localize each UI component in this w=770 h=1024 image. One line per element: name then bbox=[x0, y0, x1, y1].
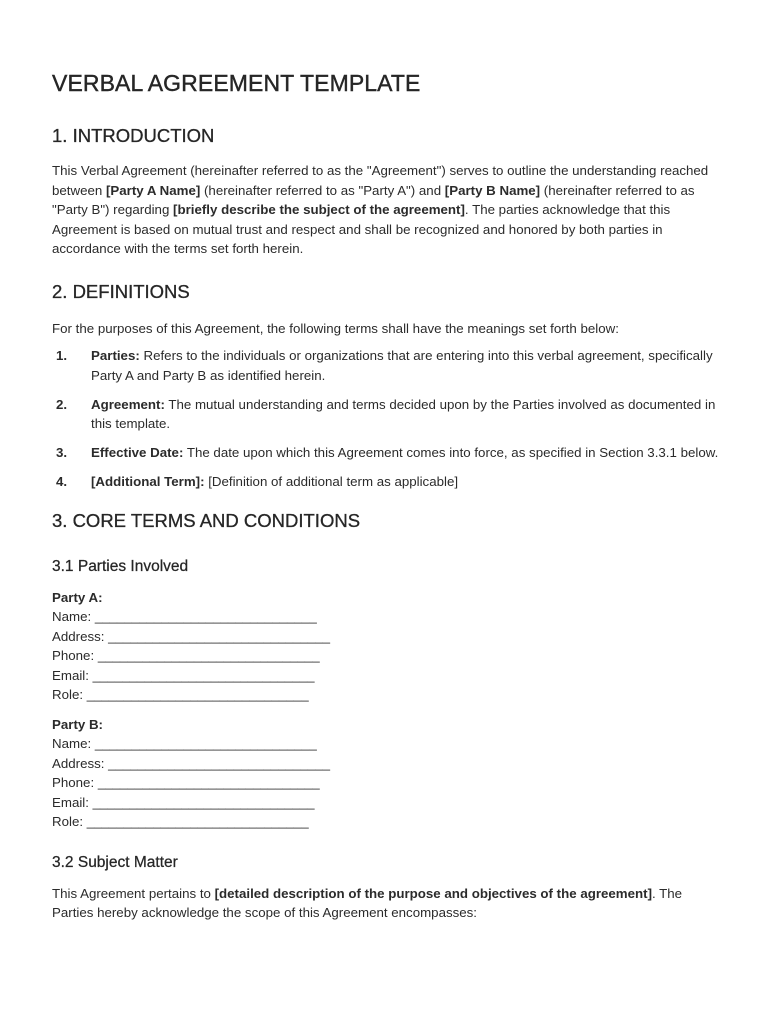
intro-text-3: (hereinafter referred to as "Party B") regarding bbox=[52, 182, 695, 217]
list-item bbox=[52, 472, 720, 492]
party-a-title: Party A: bbox=[52, 589, 103, 605]
party-b-role-field: Role: ______________________________ bbox=[52, 814, 309, 829]
subject-text-1: This Agreement pertains to bbox=[52, 885, 215, 901]
party-a-name-field: Name: ______________________________ bbox=[52, 609, 317, 624]
document-content bbox=[52, 70, 720, 923]
party-b-block bbox=[52, 715, 720, 832]
party-a-placeholder: [Party A Name] bbox=[105, 182, 201, 198]
party-b-placeholder: [Party B Name] bbox=[444, 182, 541, 198]
party-b-email-field: Email: ______________________________ bbox=[52, 794, 315, 810]
list-item-term: Effective Date: bbox=[91, 445, 184, 460]
definitions-list bbox=[52, 346, 720, 492]
list-item-text: [Definition of additional term as applicable] bbox=[204, 474, 459, 489]
subject-description-placeholder: [detailed description of the purpose and objectives of the agreement] bbox=[214, 885, 652, 901]
introduction-paragraph bbox=[52, 161, 720, 259]
list-item bbox=[52, 443, 720, 463]
party-b-phone-field: Phone: ______________________________ bbox=[52, 775, 320, 790]
party-b-address-field: Address: ______________________________ bbox=[52, 755, 331, 771]
list-item-number: 2. bbox=[56, 396, 68, 412]
list-item-term: Agreement: bbox=[91, 396, 165, 412]
party-a-email-field: Email: ______________________________ bbox=[52, 667, 315, 683]
party-a-phone-field: Phone: ______________________________ bbox=[52, 648, 320, 663]
party-a-block bbox=[52, 588, 720, 705]
party-b-title: Party B: bbox=[52, 716, 103, 732]
subject-matter-heading: 3.2 Subject Matter bbox=[52, 853, 178, 871]
list-item-number: 1. bbox=[56, 348, 68, 363]
list-item-text: Refers to the individuals or organizations that are entering into this verbal agreement, specifically Party A and Party B as identified herein. bbox=[91, 348, 713, 383]
list-item-term: [Additional Term]: bbox=[91, 474, 205, 489]
list-item-number: 4. bbox=[56, 474, 68, 489]
definitions-heading: 2. DEFINITIONS bbox=[52, 280, 190, 302]
list-item-number: 3. bbox=[56, 445, 68, 460]
subject-matter-paragraph bbox=[52, 884, 720, 923]
intro-text-1: This Verbal Agreement (hereinafter referred to as the "Agreement") serves to outline the understanding reached between bbox=[52, 163, 709, 198]
intro-text-4: . The parties acknowledge that this Agreement is based on mutual trust and respect and shall be recognized and honored by both parties in accordance with the terms set forth herein. bbox=[52, 202, 671, 256]
intro-text-2: (hereinafter referred to as "Party A") and bbox=[200, 182, 445, 198]
party-b-name-field: Name: ______________________________ bbox=[52, 736, 317, 751]
party-a-address-field: Address: ______________________________ bbox=[52, 628, 331, 644]
subject-placeholder: [briefly describe the subject of the agreement] bbox=[173, 202, 465, 217]
definitions-intro: For the purposes of this Agreement, the following terms shall have the meanings set forth below: bbox=[52, 320, 619, 336]
list-item bbox=[52, 395, 720, 434]
list-item bbox=[52, 346, 720, 385]
list-item-text: The mutual understanding and terms decided upon by the Parties involved as documented in this template. bbox=[91, 396, 716, 431]
parties-involved-heading: 3.1 Parties Involved bbox=[52, 557, 189, 575]
document-title: VERBAL AGREEMENT TEMPLATE bbox=[52, 70, 421, 96]
subject-text-2: . The Parties hereby acknowledge the scope of this Agreement encompasses: bbox=[52, 885, 683, 920]
introduction-heading: 1. INTRODUCTION bbox=[52, 125, 215, 146]
list-item-term: Parties: bbox=[91, 348, 140, 363]
core-terms-heading: 3. CORE TERMS AND CONDITIONS bbox=[52, 509, 361, 531]
list-item-text: The date upon which this Agreement comes into force, as specified in Section 3.3.1 below. bbox=[183, 445, 719, 460]
party-a-role-field: Role: ______________________________ bbox=[52, 687, 309, 702]
